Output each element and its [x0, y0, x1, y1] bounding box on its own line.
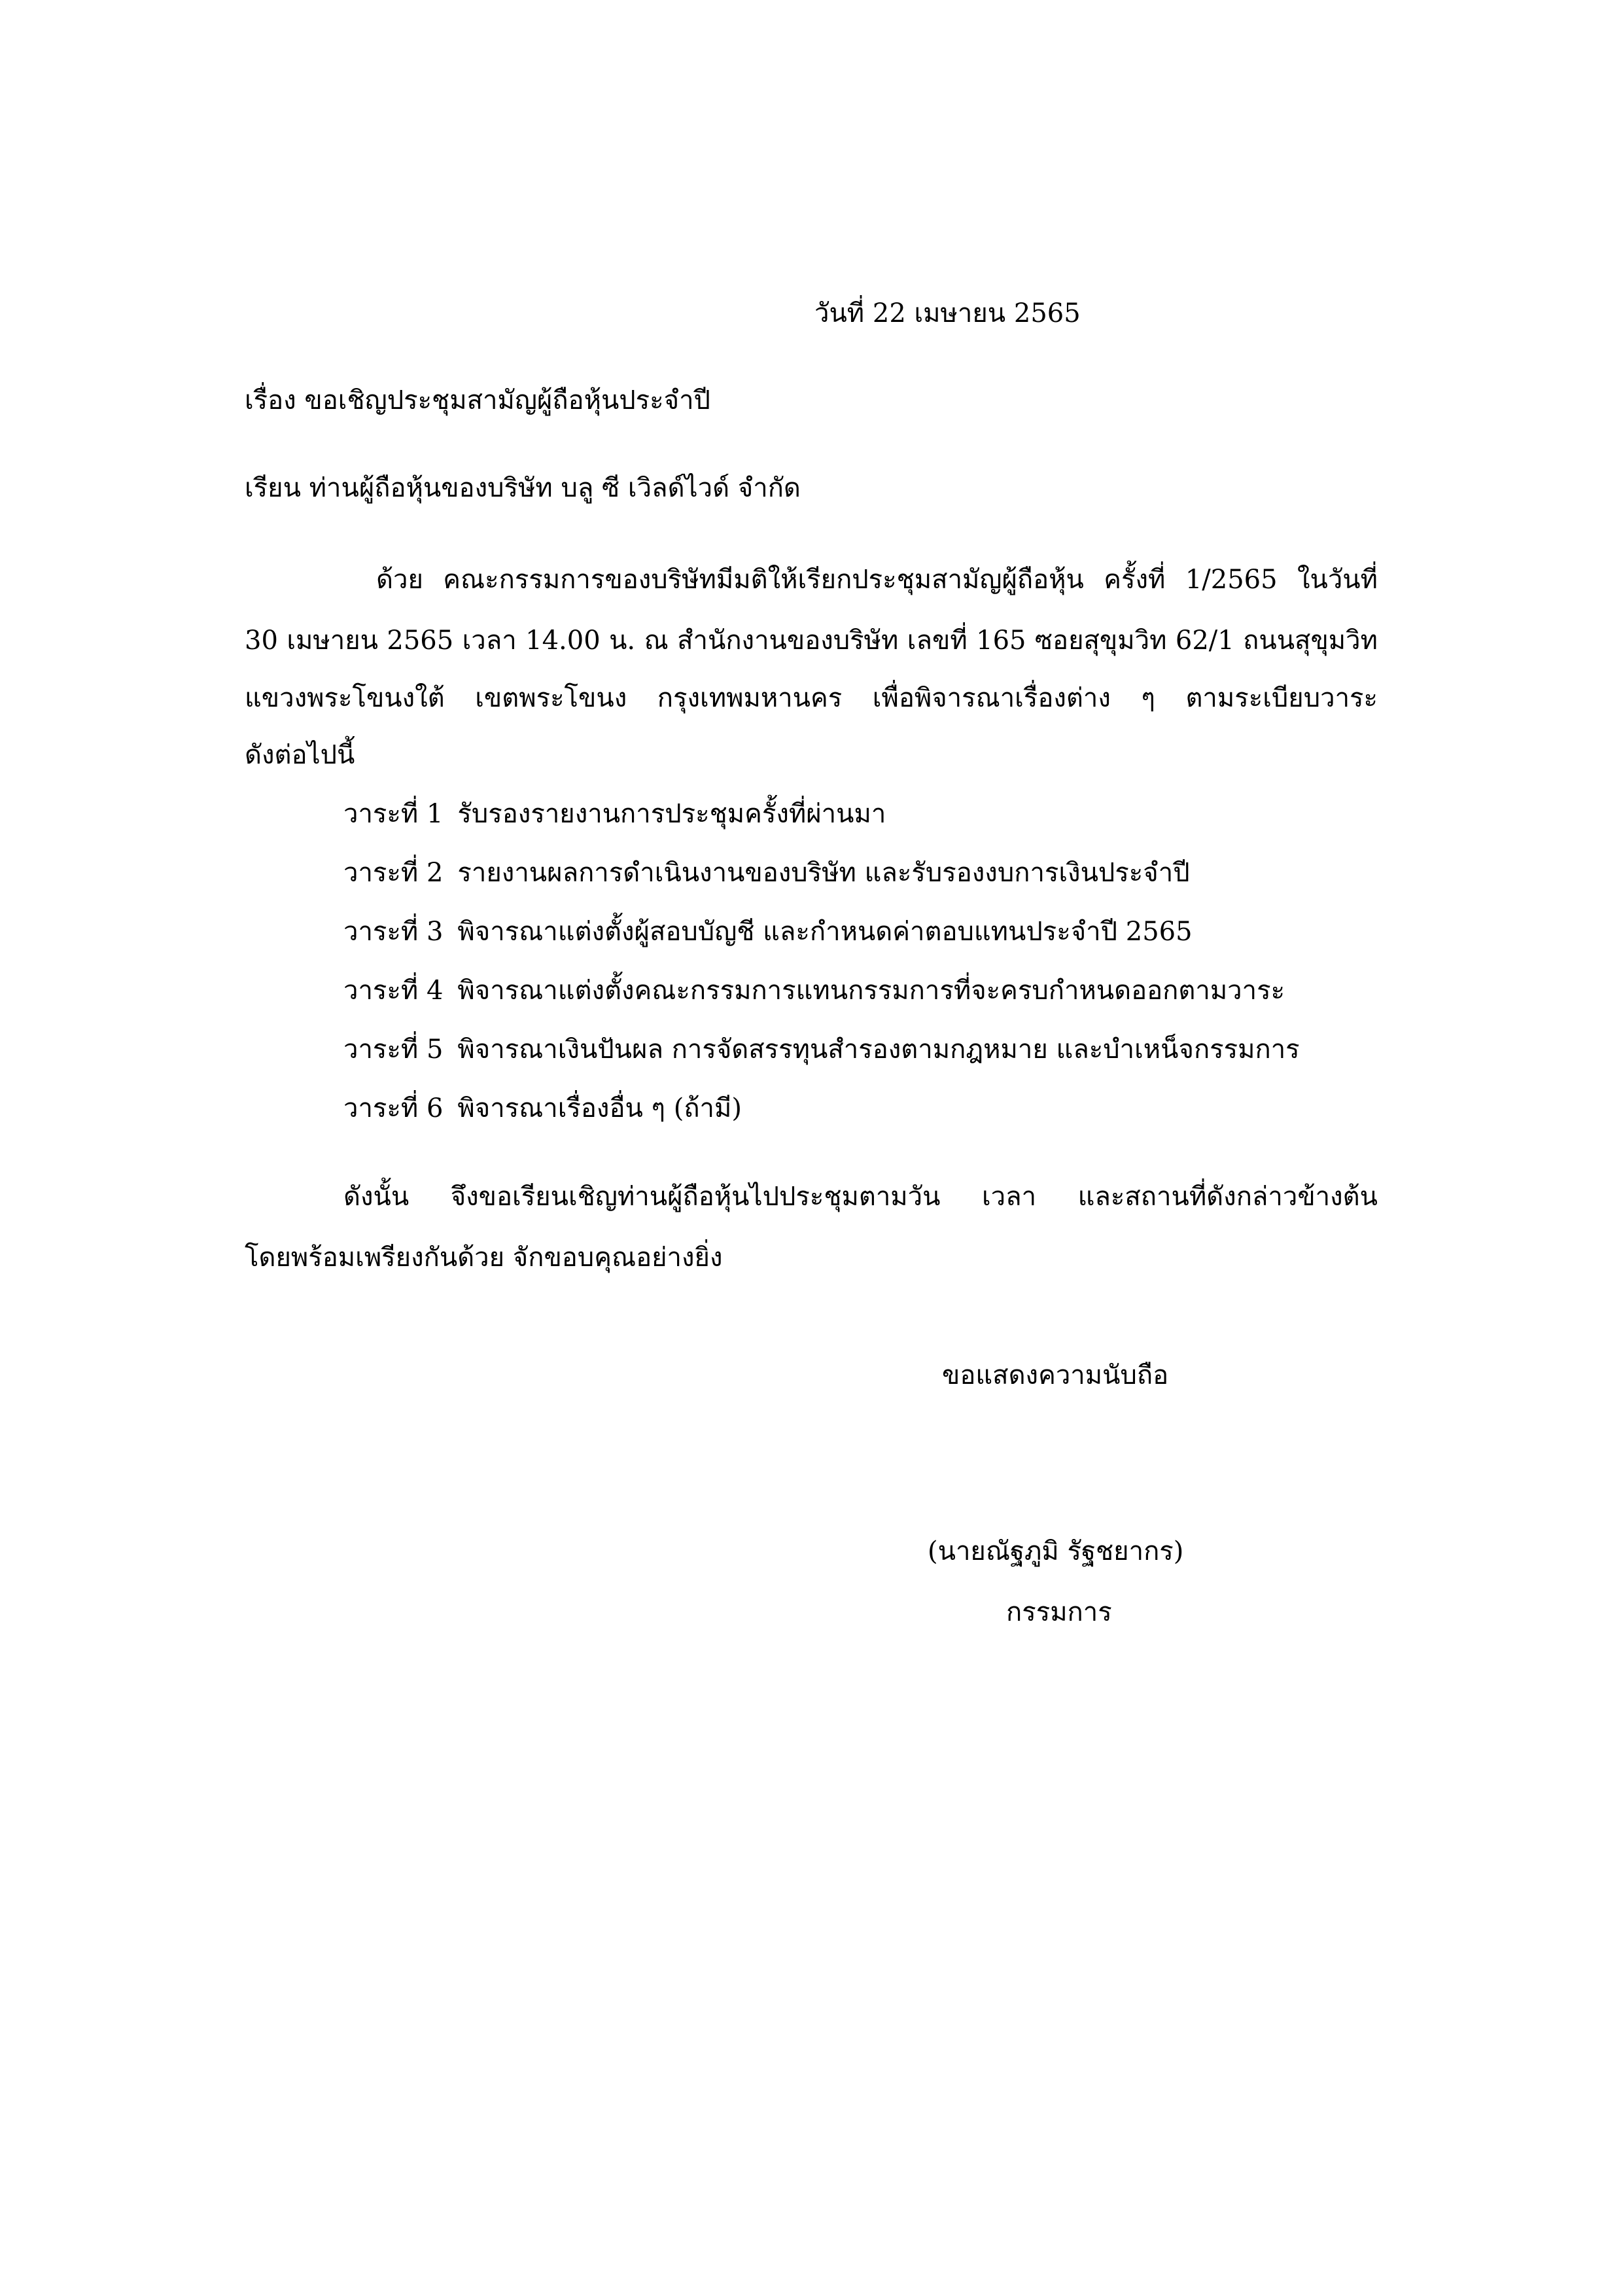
agenda-number: วาระที่ 4 — [343, 976, 444, 1006]
agenda-item — [343, 798, 886, 830]
sign-off: ขอแสดงความนับถือ — [942, 1360, 1169, 1390]
agenda-number: วาระที่ 1 — [343, 799, 444, 829]
agenda-number: วาระที่ 5 — [343, 1034, 444, 1065]
body-line: ด้วย คณะกรรมการของบริษัทมีมติให้เรียกประชุมสามัญผู้ถือหุ้น ครั้งที่ 1/2565 ในวันที่ — [376, 565, 1378, 595]
agenda-item — [343, 975, 1285, 1006]
agenda-number: วาระที่ 6 — [343, 1093, 444, 1123]
body-line: แขวงพระโขนงใต้ เขตพระโขนง กรุงเทพมหานคร เพื่อพิจารณาเรื่องต่าง ๆ ตามระเบียบวาระ — [245, 683, 1378, 713]
agenda-text: รายงานผลการดำเนินงานของบริษัท และรับรองงบการเงินประจำปี — [457, 858, 1190, 888]
body-line: 30 เมษายน 2565 เวลา 14.00 น. ณ สำนักงานของบริษัท เลขที่ 165 ซอยสุขุมวิท 62/1 ถนนสุขุมวิท — [245, 626, 1378, 656]
agenda-text: พิจารณาเรื่องอื่น ๆ (ถ้ามี) — [457, 1093, 742, 1123]
agenda-item — [343, 1093, 742, 1124]
body-line: ดังต่อไปนี้ — [245, 740, 355, 770]
agenda-text: รับรองรายงานการประชุมครั้งที่ผ่านมา — [457, 799, 886, 829]
agenda-item — [343, 1034, 1300, 1065]
closing-line: โดยพร้อมเพรียงกันด้วย จักขอบคุณอย่างยิ่ง — [245, 1243, 723, 1273]
agenda-text: พิจารณาแต่งตั้งคณะกรรมการแทนกรรมการที่จะครบกำหนดออกตามวาระ — [457, 976, 1285, 1006]
agenda-text: พิจารณาเงินปันผล การจัดสรรทุนสำรองตามกฎหมาย และบำเหน็จกรรมการ — [457, 1034, 1300, 1065]
letter-date: วันที่ 22 เมษายน 2565 — [814, 298, 1081, 328]
signer-name: (นายณัฐภูมิ รัฐชยากร) — [928, 1536, 1184, 1566]
agenda-item — [343, 857, 1190, 889]
signer-title: กรรมการ — [1006, 1597, 1112, 1627]
closing-line: ดังนั้น จึงขอเรียนเชิญท่านผู้ถือหุ้นไปประชุมตามวัน เวลา และสถานที่ดังกล่าวข้างต้น — [343, 1182, 1378, 1212]
agenda-number: วาระที่ 3 — [343, 917, 444, 947]
agenda-text: พิจารณาแต่งตั้งผู้สอบบัญชี และกำหนดค่าตอบแทนประจำปี 2565 — [457, 917, 1193, 947]
letter-salutation: เรียน ท่านผู้ถือหุ้นของบริษัท บลู ซี เวิลด์ไวด์ จำกัด — [245, 473, 801, 503]
agenda-number: วาระที่ 2 — [343, 858, 444, 888]
letter-subject: เรื่อง ขอเชิญประชุมสามัญผู้ถือหุ้นประจำปี — [245, 385, 710, 415]
agenda-item — [343, 916, 1193, 947]
